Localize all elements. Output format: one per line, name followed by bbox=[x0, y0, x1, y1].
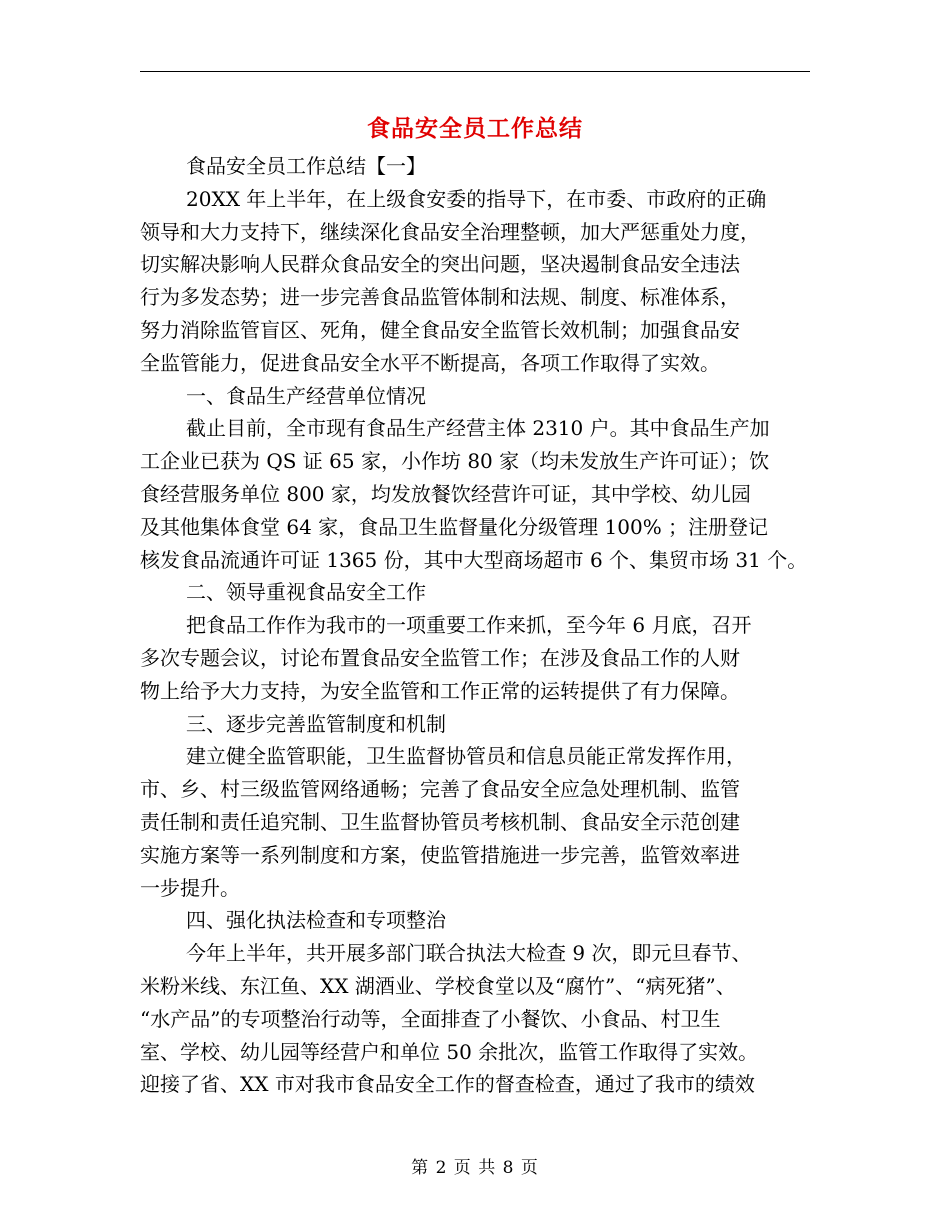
text-line: 物上给予大力支持，为安全监管和工作正常的运转提供了有力保障。 bbox=[140, 678, 740, 703]
text-line: 食经营服务单位 800 家，均发放餐饮经营许可证，其中学校、幼儿园 bbox=[140, 481, 751, 506]
text-line: 行为多发态势；进一步完善食品监管体制和法规、制度、标准体系， bbox=[140, 285, 740, 310]
text-line: 建立健全监管职能，卫生监督协管员和信息员能正常发挥作用， bbox=[186, 744, 746, 769]
document-body bbox=[140, 150, 820, 1101]
text-line: 食品安全员工作总结【一】 bbox=[186, 154, 426, 178]
text-line: 核发食品流通许可证 1365 份，其中大型商场超市 6 个、集贸市场 31 个。 bbox=[140, 547, 808, 572]
text-line: 一步提升。 bbox=[140, 875, 240, 900]
text-line: 把食品工作作为我市的一项重要工作来抓，至今年 6 月底，召开 bbox=[186, 613, 752, 638]
text-line: 20XX 年上半年，在上级食安委的指导下，在市委、市政府的正确 bbox=[186, 186, 767, 211]
text-line: 一、食品生产经营单位情况 bbox=[186, 383, 426, 408]
header-rule bbox=[140, 71, 810, 72]
text-line: 努力消除监管盲区、死角，健全食品安全监管长效机制；加强食品安 bbox=[140, 317, 740, 342]
text-line: 责任制和责任追究制、卫生监督协管员考核机制、食品安全示范创建 bbox=[140, 809, 740, 834]
document-title: 食品安全员工作总结 bbox=[367, 115, 583, 142]
text-line: 及其他集体食堂 64 家，食品卫生监督量化分级管理 100% ；注册登记 bbox=[140, 514, 769, 539]
text-line: 今年上半年，共开展多部门联合执法大检查 9 次，即元旦春节、 bbox=[186, 941, 752, 966]
text-line: 迎接了省、XX 市对我市食品安全工作的督查检查，通过了我市的绩效 bbox=[140, 1072, 755, 1097]
page-footer: 第 2 页 共 8 页 bbox=[411, 1158, 539, 1178]
text-line: 室、学校、幼儿园等经营户和单位 50 余批次，监管工作取得了实效。 bbox=[140, 1039, 759, 1064]
text-line: “水产品”的专项整治行动等，全面排查了小餐饮、小食品、村卫生 bbox=[140, 1006, 721, 1031]
text-line: 全监管能力，促进食品安全水平不断提高，各项工作取得了实效。 bbox=[140, 350, 720, 375]
text-line: 二、领导重视食品安全工作 bbox=[186, 580, 426, 605]
text-line: 三、逐步完善监管制度和机制 bbox=[186, 711, 446, 736]
text-line: 截止目前，全市现有食品生产经营主体 2310 户。其中食品生产加 bbox=[186, 416, 770, 441]
text-line: 市、乡、村三级监管网络通畅；完善了食品安全应急处理机制、监管 bbox=[140, 777, 740, 802]
text-line: 米粉米线、东江鱼、XX 湖酒业、学校食堂以及“腐竹”、“病死猪”、 bbox=[140, 973, 736, 998]
text-line: 四、强化执法检查和专项整治 bbox=[186, 908, 446, 933]
text-line: 切实解决影响人民群众食品安全的突出问题，坚决遏制食品安全违法 bbox=[140, 252, 740, 277]
text-line: 多次专题会议，讨论布置食品安全监管工作；在涉及食品工作的人财 bbox=[140, 645, 740, 670]
text-line: 领导和大力支持下，继续深化食品安全治理整顿，加大严惩重处力度， bbox=[140, 219, 760, 244]
text-line: 实施方案等一系列制度和方案，使监管措施进一步完善，监管效率进 bbox=[140, 842, 740, 867]
text-line: 工企业已获为 QS 证 65 家，小作坊 80 家（均未发放生产许可证）；饮 bbox=[140, 449, 770, 474]
